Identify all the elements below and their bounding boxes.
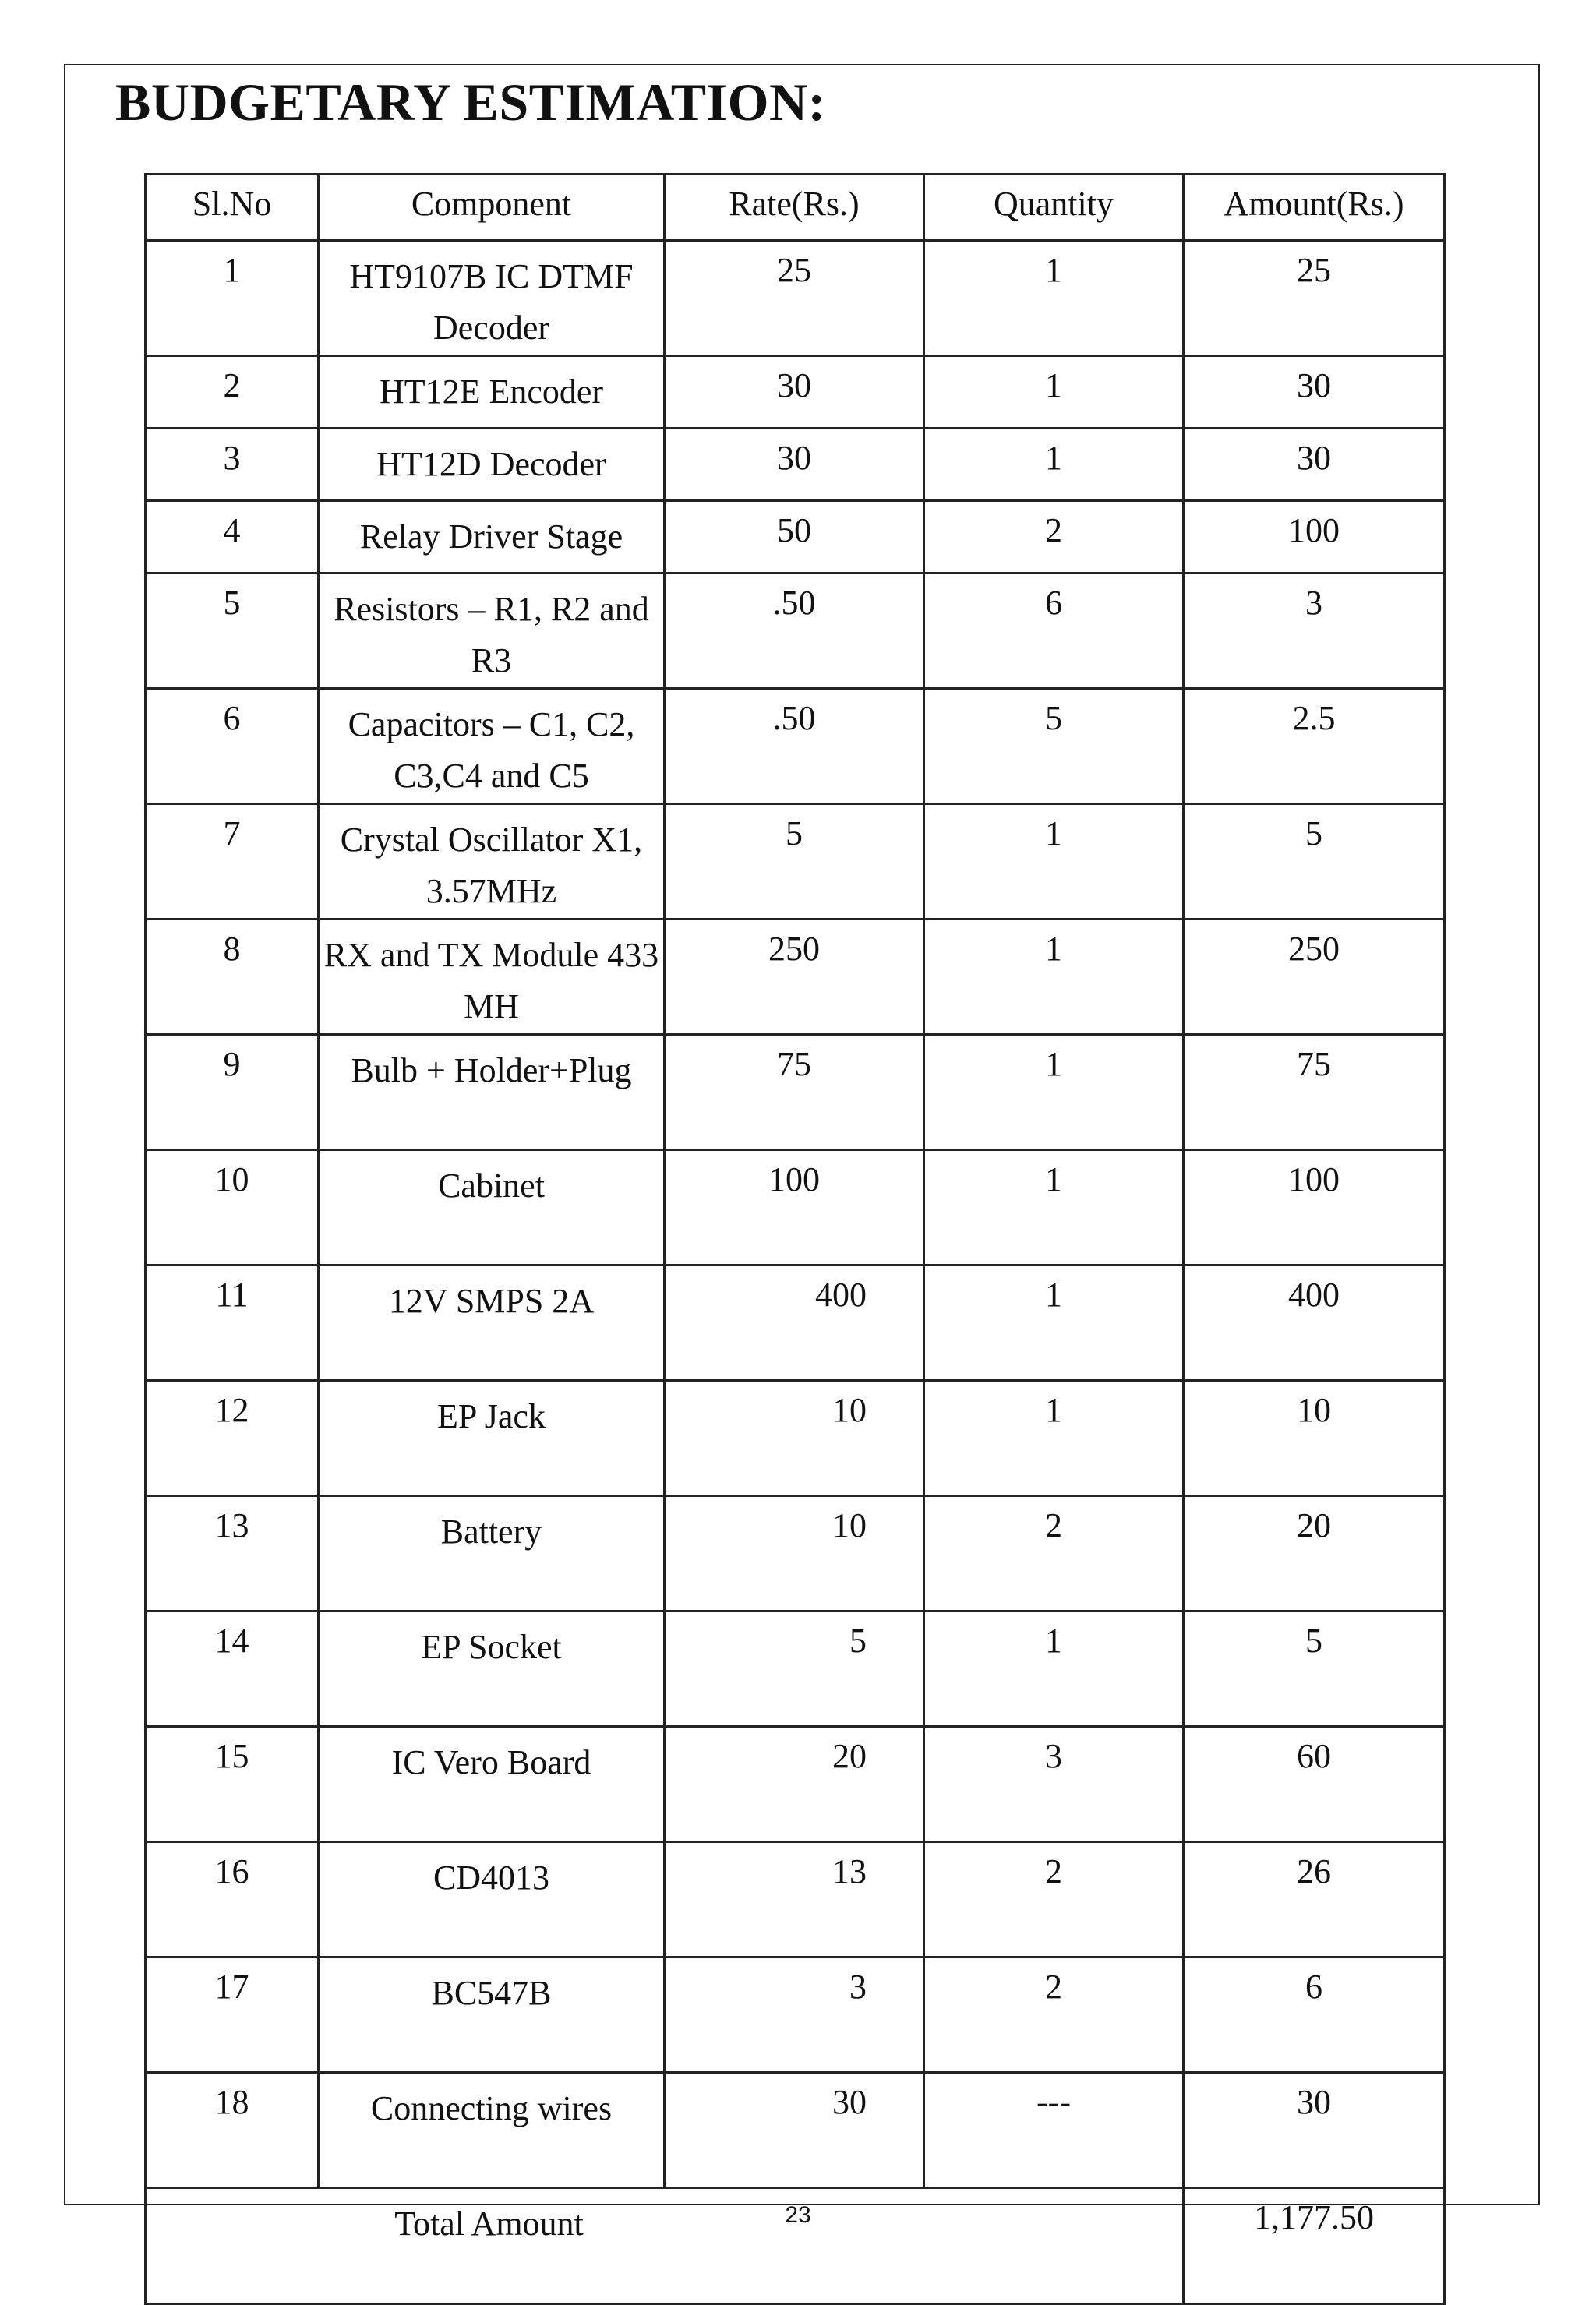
table-row — [146, 1265, 1445, 1381]
cell-rate: 30 — [665, 2073, 924, 2188]
header-slno: Sl.No — [146, 175, 319, 241]
cell-amount: 30 — [1184, 356, 1445, 429]
header-quantity: Quantity — [924, 175, 1184, 241]
table-row — [146, 501, 1445, 574]
cell-component: EP Jack — [319, 1381, 665, 1496]
table-row — [146, 574, 1445, 689]
cell-slno: 11 — [146, 1265, 319, 1381]
cell-slno: 18 — [146, 2073, 319, 2188]
cell-slno: 8 — [146, 920, 319, 1035]
page-number: 23 — [785, 2202, 811, 2228]
table-row — [146, 1611, 1445, 1727]
table-row — [146, 689, 1445, 804]
cell-amount: 3 — [1184, 574, 1445, 689]
cell-slno: 17 — [146, 1957, 319, 2073]
cell-amount: 400 — [1184, 1265, 1445, 1381]
cell-quantity: 1 — [924, 804, 1184, 920]
cell-rate: 30 — [665, 356, 924, 429]
cell-amount: 30 — [1184, 2073, 1445, 2188]
cell-slno: 15 — [146, 1727, 319, 1842]
cell-rate: 3 — [665, 1957, 924, 2073]
cell-amount: 5 — [1184, 804, 1445, 920]
cell-slno: 16 — [146, 1842, 319, 1957]
cell-component: HT9107B IC DTMF Decoder — [319, 241, 665, 356]
table-row — [146, 1381, 1445, 1496]
cell-component: Cabinet — [319, 1150, 665, 1265]
cell-component: EP Socket — [319, 1611, 665, 1727]
cell-rate: .50 — [665, 574, 924, 689]
cell-rate: 10 — [665, 1496, 924, 1611]
cell-slno: 12 — [146, 1381, 319, 1496]
header-component: Component — [319, 175, 665, 241]
cell-component: Relay Driver Stage — [319, 501, 665, 574]
cell-slno: 10 — [146, 1150, 319, 1265]
cell-amount: 5 — [1184, 1611, 1445, 1727]
cell-rate: 50 — [665, 501, 924, 574]
cell-quantity: 5 — [924, 689, 1184, 804]
cell-quantity: 2 — [924, 1842, 1184, 1957]
cell-rate: 400 — [665, 1265, 924, 1381]
cell-quantity: 1 — [924, 241, 1184, 356]
cell-rate: 10 — [665, 1381, 924, 1496]
cell-component: HT12D Decoder — [319, 429, 665, 501]
header-amount: Amount(Rs.) — [1184, 175, 1445, 241]
cell-amount: 26 — [1184, 1842, 1445, 1957]
cell-quantity: --- — [924, 2073, 1184, 2188]
cell-component: Battery — [319, 1496, 665, 1611]
cell-slno: 3 — [146, 429, 319, 501]
cell-component: 12V SMPS 2A — [319, 1265, 665, 1381]
cell-slno: 13 — [146, 1496, 319, 1611]
table-header-row — [146, 175, 1445, 241]
budget-table — [144, 173, 1446, 2305]
cell-quantity: 1 — [924, 1150, 1184, 1265]
table-row — [146, 804, 1445, 920]
cell-amount: 25 — [1184, 241, 1445, 356]
table-row — [146, 429, 1445, 501]
cell-quantity: 1 — [924, 1381, 1184, 1496]
cell-slno: 9 — [146, 1035, 319, 1150]
cell-slno: 5 — [146, 574, 319, 689]
cell-quantity: 1 — [924, 429, 1184, 501]
cell-slno: 2 — [146, 356, 319, 429]
cell-slno: 4 — [146, 501, 319, 574]
cell-rate: 5 — [665, 804, 924, 920]
table-row — [146, 1035, 1445, 1150]
cell-slno: 14 — [146, 1611, 319, 1727]
cell-component: Capacitors – C1, C2, C3,C4 and C5 — [319, 689, 665, 804]
cell-rate: 75 — [665, 1035, 924, 1150]
cell-slno: 1 — [146, 241, 319, 356]
cell-rate: 20 — [665, 1727, 924, 1842]
cell-quantity: 1 — [924, 1265, 1184, 1381]
cell-amount: 100 — [1184, 501, 1445, 574]
cell-quantity: 6 — [924, 574, 1184, 689]
cell-amount: 75 — [1184, 1035, 1445, 1150]
cell-component: RX and TX Module 433 MH — [319, 920, 665, 1035]
header-rate: Rate(Rs.) — [665, 175, 924, 241]
cell-rate: 5 — [665, 1611, 924, 1727]
cell-quantity: 1 — [924, 1035, 1184, 1150]
table-row — [146, 356, 1445, 429]
cell-rate: 13 — [665, 1842, 924, 1957]
cell-amount: 6 — [1184, 1957, 1445, 2073]
cell-slno: 7 — [146, 804, 319, 920]
cell-quantity: 1 — [924, 356, 1184, 429]
cell-quantity: 1 — [924, 920, 1184, 1035]
table-row — [146, 1957, 1445, 2073]
cell-quantity: 2 — [924, 1957, 1184, 2073]
cell-rate: 30 — [665, 429, 924, 501]
cell-quantity: 3 — [924, 1727, 1184, 1842]
cell-component: BC547B — [319, 1957, 665, 2073]
cell-quantity: 2 — [924, 501, 1184, 574]
cell-rate: 100 — [665, 1150, 924, 1265]
table-row — [146, 1842, 1445, 1957]
cell-amount: 60 — [1184, 1727, 1445, 1842]
cell-component: Crystal Oscillator X1, 3.57MHz — [319, 804, 665, 920]
table-row — [146, 1150, 1445, 1265]
table-row — [146, 1727, 1445, 1842]
cell-amount: 250 — [1184, 920, 1445, 1035]
cell-quantity: 2 — [924, 1496, 1184, 1611]
cell-amount: 100 — [1184, 1150, 1445, 1265]
table-row — [146, 2073, 1445, 2188]
cell-component: IC Vero Board — [319, 1727, 665, 1842]
cell-rate: 250 — [665, 920, 924, 1035]
cell-rate: 25 — [665, 241, 924, 356]
cell-component: Bulb + Holder+Plug — [319, 1035, 665, 1150]
cell-quantity: 1 — [924, 1611, 1184, 1727]
cell-component: CD4013 — [319, 1842, 665, 1957]
total-amount: 1,177.50 — [1184, 2188, 1445, 2304]
table-row — [146, 1496, 1445, 1611]
table-row — [146, 920, 1445, 1035]
cell-component: HT12E Encoder — [319, 356, 665, 429]
cell-component: Connecting wires — [319, 2073, 665, 2188]
cell-amount: 30 — [1184, 429, 1445, 501]
table-row — [146, 241, 1445, 356]
cell-amount: 20 — [1184, 1496, 1445, 1611]
page-title: BUDGETARY ESTIMATION: — [115, 72, 826, 132]
cell-rate: .50 — [665, 689, 924, 804]
cell-component: Resistors – R1, R2 and R3 — [319, 574, 665, 689]
cell-amount: 2.5 — [1184, 689, 1445, 804]
cell-slno: 6 — [146, 689, 319, 804]
cell-amount: 10 — [1184, 1381, 1445, 1496]
total-label: Total Amount — [146, 2188, 1184, 2304]
